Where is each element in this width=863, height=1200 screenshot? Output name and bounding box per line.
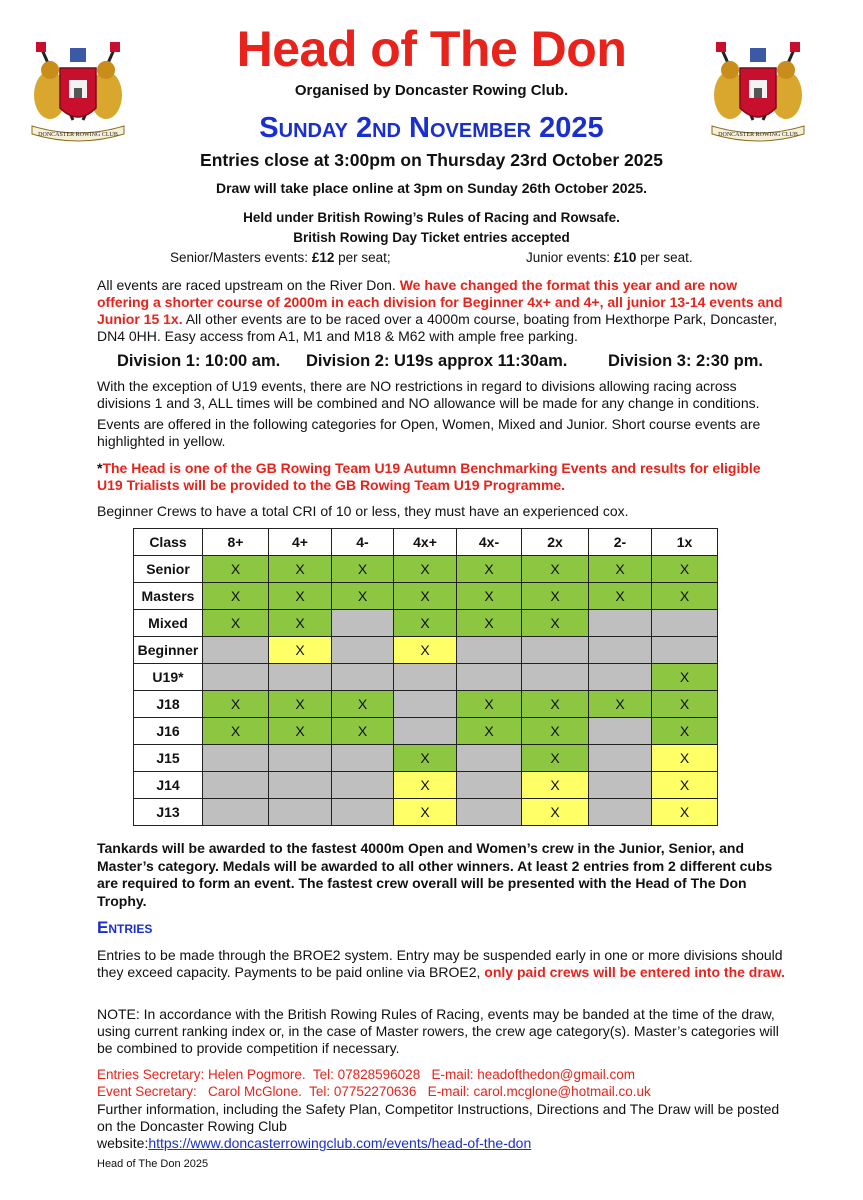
- crest-left-motto: DONCASTER ROWING CLUB: [38, 132, 118, 138]
- table-cell: X: [652, 664, 718, 691]
- table-cell: X: [203, 718, 269, 745]
- row-label: Senior: [134, 556, 203, 583]
- further-info: Further information, including the Safety Plan, Competitor Instructions, Directions and The Draw will be posted on the Doncaster Rowing Club: [97, 1101, 780, 1134]
- table-cell: [457, 772, 522, 799]
- table-cell: X: [203, 610, 269, 637]
- table-cell: X: [269, 556, 332, 583]
- table-cell: [332, 772, 394, 799]
- table-cell: [589, 799, 652, 826]
- table-cell: [332, 637, 394, 664]
- table-cell: X: [269, 583, 332, 610]
- draw-line: Draw will take place online at 3pm on Sunday 26th October 2025.: [215, 180, 648, 196]
- table-cell: X: [332, 556, 394, 583]
- row-label: J13: [134, 799, 203, 826]
- junior-fee: Junior events: £10 per seat.: [526, 250, 693, 265]
- table-cell: X: [203, 691, 269, 718]
- table-cell: X: [332, 718, 394, 745]
- table-cell: [203, 772, 269, 799]
- table-cell: X: [522, 718, 589, 745]
- table-cell: [457, 637, 522, 664]
- table-cell: X: [269, 637, 332, 664]
- table-cell: [332, 799, 394, 826]
- table-cell: X: [394, 556, 457, 583]
- table-row: [134, 691, 718, 718]
- table-header-cell: 8+: [203, 529, 269, 556]
- table-cell: X: [394, 772, 457, 799]
- table-cell: [522, 664, 589, 691]
- table-cell: X: [269, 718, 332, 745]
- table-cell: [589, 718, 652, 745]
- table-cell: X: [522, 583, 589, 610]
- entries-close-line: Entries close at 3:00pm on Thursday 23rd October 2025: [200, 150, 663, 170]
- table-cell: [589, 772, 652, 799]
- table-cell: X: [332, 691, 394, 718]
- crest-right-motto: DONCASTER ROWING CLUB: [718, 132, 798, 138]
- division-3: Division 3: 2:30 pm.: [608, 352, 763, 370]
- table-cell: [332, 745, 394, 772]
- row-label: J15: [134, 745, 203, 772]
- table-header-row: [134, 529, 718, 556]
- table-cell: [269, 772, 332, 799]
- beginner-note: Beginner Crews to have a total CRI of 10 or less, they must have an experienced cox.: [97, 503, 629, 519]
- table-cell: X: [652, 718, 718, 745]
- table-cell: X: [332, 583, 394, 610]
- table-cell: [652, 637, 718, 664]
- event-secretary: Event Secretary: Carol McGlone. Tel: 07752270636 E-mail: carol.mcglone@hotmail.co.uk: [97, 1084, 651, 1099]
- table-cell: X: [394, 583, 457, 610]
- table-header-cell: 2x: [522, 529, 589, 556]
- table-cell: X: [522, 772, 589, 799]
- table-cell: X: [394, 637, 457, 664]
- table-cell: X: [589, 583, 652, 610]
- table-cell: [269, 664, 332, 691]
- intro-highlight: We have changed the format this year and are now offering a shorter course of 2000m in each division for Beginner 4x+ and 4+, all junior 13-14 events and Junior 15 1x.: [97, 277, 783, 327]
- table-cell: X: [652, 556, 718, 583]
- table-cell: [332, 664, 394, 691]
- events-table: [133, 528, 718, 826]
- intro-paragraph: All events are raced upstream on the River Don. We have changed the format this year and are now offering a shorter course of 2000m in each division for Beginner 4x+ and 4+, all junior 13-14 events and Junior 15 1x. All other events are to be raced over a 4000m course, boating from Hexthorpe Park, Doncaster, DN4 0HH. Easy access from A1, M1 and M18 & M62 with ample free parking.: [97, 277, 783, 344]
- table-cell: [522, 637, 589, 664]
- page-footer: Head of The Don 2025: [97, 1158, 209, 1170]
- division-1: Division 1: 10:00 am.: [117, 352, 281, 370]
- table-cell: [457, 664, 522, 691]
- table-row: [134, 637, 718, 664]
- awards-paragraph: Tankards will be awarded to the fastest 4000m Open and Women’s crew in the Junior, Senior, and Master’s category. Medals will be awarded to all other winners. At least 2 entries from 2 different cubs are required to form an event. The fastest crew overall will be presented with the Head of The Don Trophy.: [97, 840, 773, 909]
- row-label: J14: [134, 772, 203, 799]
- table-cell: X: [652, 745, 718, 772]
- table-cell: X: [589, 691, 652, 718]
- table-cell: X: [652, 583, 718, 610]
- table-header-cell: 4x-: [457, 529, 522, 556]
- categories-note: Events are offered in the following categories for Open, Women, Mixed and Junior. Short course events are highlighted in yellow.: [97, 416, 761, 449]
- table-cell: [394, 718, 457, 745]
- table-header-cell: 1x: [652, 529, 718, 556]
- table-cell: [203, 745, 269, 772]
- website-link[interactable]: https://www.doncasterrowingclub.com/events/head-of-the-don: [148, 1135, 532, 1151]
- table-cell: X: [269, 610, 332, 637]
- table-cell: X: [457, 718, 522, 745]
- table-row: [134, 799, 718, 826]
- table-cell: [394, 691, 457, 718]
- row-label: J16: [134, 718, 203, 745]
- table-cell: [589, 664, 652, 691]
- division-2: Division 2: U19s approx 11:30am.: [306, 352, 568, 370]
- table-cell: X: [203, 583, 269, 610]
- table-cell: X: [457, 610, 522, 637]
- table-cell: X: [522, 556, 589, 583]
- row-label: J18: [134, 691, 203, 718]
- entries-heading: Entries: [97, 918, 153, 937]
- table-row: [134, 556, 718, 583]
- table-header-cell: 4-: [332, 529, 394, 556]
- table-cell: [394, 664, 457, 691]
- table-cell: [203, 799, 269, 826]
- entries-paragraph: Entries to be made through the BROE2 system. Entry may be suspended early in one or more divisions should they exceed capacity. Payments to be paid online via BROE2, only paid crews will be entered into the draw.: [97, 947, 785, 980]
- table-cell: X: [457, 556, 522, 583]
- table-cell: X: [652, 799, 718, 826]
- table-row: [134, 745, 718, 772]
- table-cell: X: [652, 691, 718, 718]
- u19-note: *The Head is one of the GB Rowing Team U19 Autumn Benchmarking Events and results for eligible U19 Trialists will be provided to the GB Rowing Team U19 Programme.: [97, 460, 761, 493]
- row-label: Mixed: [134, 610, 203, 637]
- table-cell: X: [652, 772, 718, 799]
- table-cell: [589, 610, 652, 637]
- banding-note: NOTE: In accordance with the British Rowing Rules of Racing, events may be banded at the time of the draw, using current ranking index or, in the case of Master rowers, the crew age category(s). Master’s categories will be combined to provide competition if necessary.: [97, 1006, 779, 1056]
- restrictions-note: With the exception of U19 events, there are NO restrictions in regard to divisions allowing racing across divisions 1 and 3, ALL times will be combined and NO allowance will be made for any change in conditions.: [97, 378, 760, 411]
- table-cell: [589, 637, 652, 664]
- table-cell: X: [457, 583, 522, 610]
- table-header-cell: Class: [134, 529, 203, 556]
- table-cell: X: [269, 691, 332, 718]
- table-row: [134, 610, 718, 637]
- table-header-cell: 4+: [269, 529, 332, 556]
- senior-fee: Senior/Masters events: £12 per seat;: [170, 250, 391, 265]
- table-cell: X: [522, 610, 589, 637]
- table-row: [134, 583, 718, 610]
- table-row: [134, 772, 718, 799]
- table-cell: X: [522, 745, 589, 772]
- table-cell: X: [203, 556, 269, 583]
- row-label: U19*: [134, 664, 203, 691]
- table-cell: [203, 664, 269, 691]
- table-cell: X: [522, 799, 589, 826]
- table-cell: X: [457, 691, 522, 718]
- entries-secretary: Entries Secretary: Helen Pogmore. Tel: 07828596028 E-mail: headofthedon@gmail.com: [97, 1067, 636, 1082]
- table-cell: X: [394, 799, 457, 826]
- table-cell: [589, 745, 652, 772]
- organiser-line: Organised by Doncaster Rowing Club.: [294, 82, 569, 99]
- table-cell: [457, 799, 522, 826]
- table-cell: [269, 799, 332, 826]
- table-cell: X: [394, 745, 457, 772]
- table-row: [134, 718, 718, 745]
- table-cell: [269, 745, 332, 772]
- row-label: Beginner: [134, 637, 203, 664]
- day-ticket-line: British Rowing Day Ticket entries accepted: [293, 230, 570, 245]
- table-cell: [652, 610, 718, 637]
- table-cell: [203, 637, 269, 664]
- table-row: [134, 664, 718, 691]
- page-title: Head of The Don: [236, 21, 627, 77]
- table-cell: X: [394, 610, 457, 637]
- website-line: website:https://www.doncasterrowingclub.com/events/head-of-the-don: [97, 1135, 532, 1151]
- event-date: Sunday 2nd November 2025: [259, 112, 604, 144]
- table-cell: X: [589, 556, 652, 583]
- table-header-cell: 2-: [589, 529, 652, 556]
- table-cell: [457, 745, 522, 772]
- table-header-cell: 4x+: [394, 529, 457, 556]
- table-cell: [332, 610, 394, 637]
- row-label: Masters: [134, 583, 203, 610]
- table-cell: X: [522, 691, 589, 718]
- rules-line: Held under British Rowing’s Rules of Racing and Rowsafe.: [243, 210, 620, 225]
